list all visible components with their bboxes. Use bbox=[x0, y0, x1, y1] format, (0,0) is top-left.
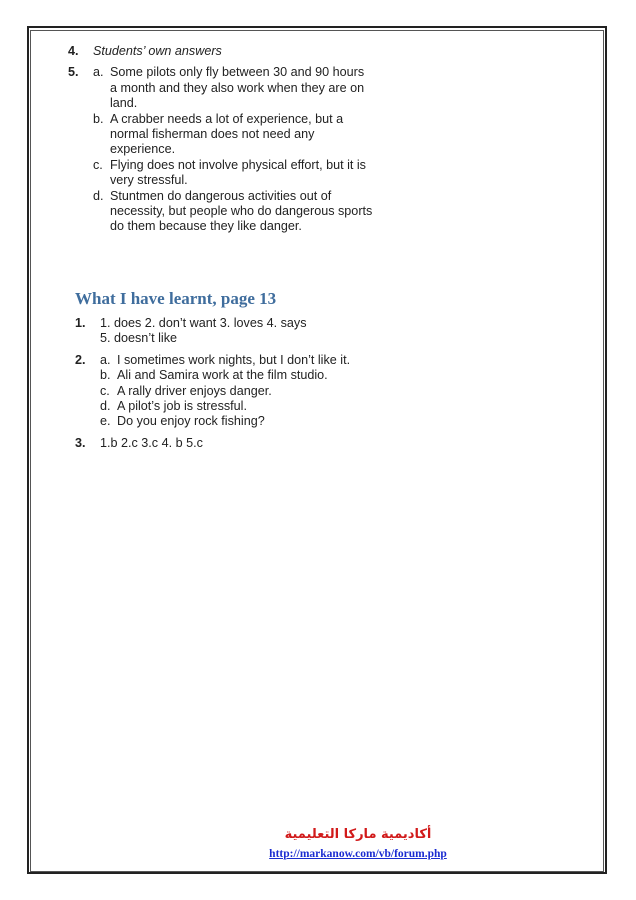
answer-text: A rally driver enjoys danger. bbox=[117, 383, 272, 398]
answer-letter: a. bbox=[93, 65, 104, 80]
question-number: 2. bbox=[75, 352, 86, 367]
answers-section-1 bbox=[68, 44, 408, 235]
answer-letter: c. bbox=[93, 157, 103, 172]
question-4 bbox=[68, 44, 408, 59]
answer-item bbox=[100, 384, 405, 399]
answer-line: necessity, but people who do dangerous sports bbox=[110, 204, 373, 219]
answer-line: 5. doesn’t like bbox=[100, 331, 178, 346]
answer-line: do them because they like danger. bbox=[110, 219, 302, 234]
answer-item bbox=[100, 353, 405, 368]
section-heading: What I have learnt, page 13 bbox=[75, 289, 277, 308]
question-answer: Students’ own answers bbox=[93, 44, 222, 58]
answer-line: 1. does 2. don’t want 3. loves 4. says bbox=[100, 316, 307, 330]
answers-section-2 bbox=[75, 316, 405, 451]
answer-item bbox=[100, 414, 405, 429]
answer-line: a month and they also work when they are on bbox=[110, 80, 365, 95]
question-1 bbox=[75, 316, 405, 347]
answer-line: land. bbox=[110, 96, 138, 111]
footer-arabic-title: أكاديمية ماركا التعليمية bbox=[284, 827, 432, 842]
answer-line: normal fisherman does not need any bbox=[110, 127, 315, 142]
answer-line: very stressful. bbox=[110, 173, 188, 188]
answer-letter: b. bbox=[93, 111, 104, 126]
answer-letter: d. bbox=[93, 188, 104, 203]
answer-item bbox=[100, 368, 405, 383]
answer-letter: a. bbox=[100, 352, 111, 367]
question-3 bbox=[75, 436, 405, 451]
question-5 bbox=[68, 65, 408, 234]
answer-line: A crabber needs a lot of experience, but a bbox=[110, 111, 344, 126]
answer-letter: b. bbox=[100, 368, 111, 383]
answer-letter: d. bbox=[100, 399, 111, 414]
answer-line: Some pilots only fly between 30 and 90 hours bbox=[110, 65, 365, 80]
answer-item bbox=[93, 112, 408, 158]
answer-letter: c. bbox=[100, 383, 110, 398]
answer-line: Flying does not involve physical effort, but it is bbox=[110, 157, 366, 172]
answer-text: Do you enjoy rock fishing? bbox=[117, 414, 265, 429]
answer-text: A pilot’s job is stressful. bbox=[117, 399, 247, 414]
answer-text: Ali and Samira work at the film studio. bbox=[117, 368, 328, 383]
question-2 bbox=[75, 353, 405, 430]
footer-link[interactable]: http://markanow.com/vb/forum.php bbox=[269, 848, 447, 860]
answer-item bbox=[100, 399, 405, 414]
answer-letter: e. bbox=[100, 414, 111, 429]
answer-item bbox=[93, 65, 408, 111]
question-number: 1. bbox=[75, 316, 86, 330]
answer-line: experience. bbox=[110, 142, 176, 157]
answer-text: I sometimes work nights, but I don’t like it. bbox=[117, 352, 351, 367]
question-answer: 1.b 2.c 3.c 4. b 5.c bbox=[100, 435, 203, 450]
answer-item bbox=[93, 189, 408, 235]
question-number: 5. bbox=[68, 65, 79, 80]
question-number: 4. bbox=[68, 44, 79, 58]
answer-line: Stuntmen do dangerous activities out of bbox=[110, 188, 332, 203]
question-number: 3. bbox=[75, 435, 86, 450]
answer-item bbox=[93, 158, 408, 189]
